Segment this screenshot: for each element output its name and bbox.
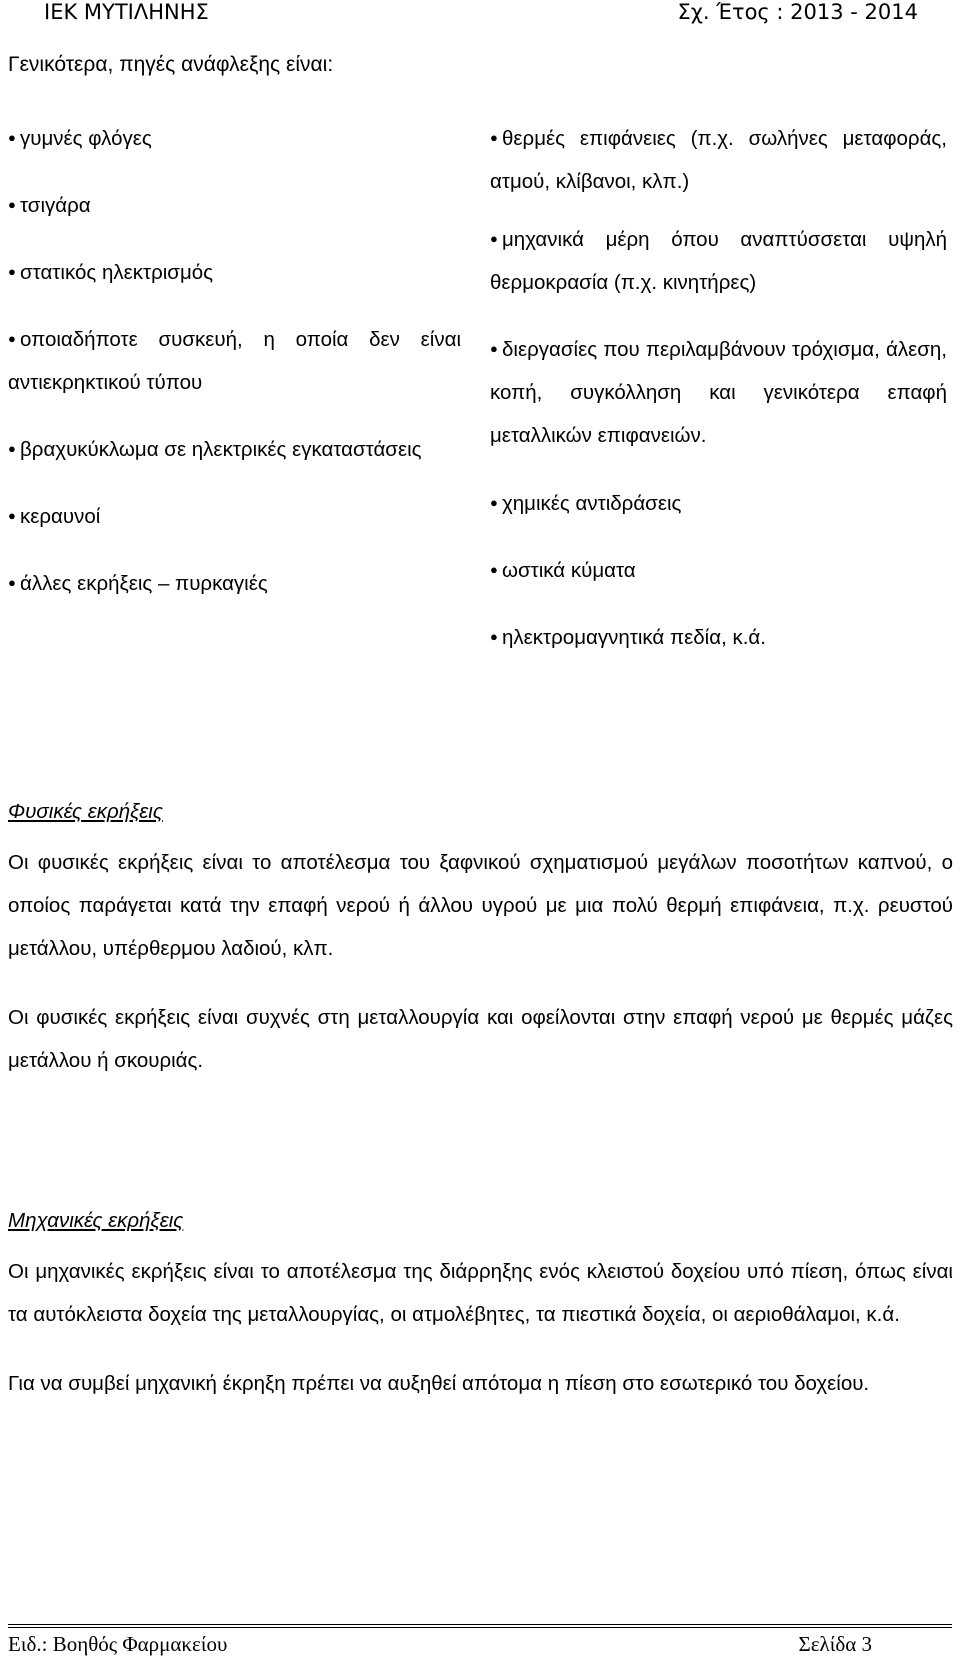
page-header bbox=[32, 0, 918, 30]
section-title: Μηχανικές εκρήξεις bbox=[8, 1209, 184, 1232]
list-item: ● βραχυκύκλωμα σε ηλεκτρικές εγκαταστάσεις bbox=[8, 427, 461, 471]
list-item: ● ηλεκτρομαγνητικά πεδία, κ.ά. bbox=[490, 615, 947, 659]
bullet-icon: ● bbox=[8, 130, 16, 145]
list-item: ● τσιγάρα bbox=[8, 183, 461, 227]
list-item: ● θερμές επιφάνειες (π.χ. σωλήνες μεταφοράς, ατμού, κλίβανοι, κλπ.) bbox=[490, 116, 947, 203]
page-footer bbox=[8, 1632, 952, 1662]
paragraph: Οι φυσικές εκρήξεις είναι συχνές στη μεταλλουργία και οφείλονται στην επαφή νερού με θερμές μάζες μετάλλου ή σκουριάς. bbox=[8, 1006, 953, 1072]
list-item: ● μηχανικά μέρη όπου αναπτύσσεται υψηλή θερμοκρασία (π.χ. κινητήρες) bbox=[490, 217, 947, 304]
list-item: ● ωστικά κύματα bbox=[490, 548, 947, 592]
list-item: ● οποιαδήποτε συσκευή, η οποία δεν είναι αντιεκρηκτικού τύπου bbox=[8, 317, 461, 404]
paragraph: Οι φυσικές εκρήξεις είναι το αποτέλεσμα του ξαφνικού σχηματισμού μεγάλων ποσοτήτων καπνού, ο οποίος παράγεται κατά την επαφή νερού ή άλλου υγρού με μια πολύ θερμή επιφάνεια, π.χ. ρευστού μετάλλου, υπέρθερμου λαδιού, κλπ. bbox=[8, 851, 953, 960]
ignition-sources-left-list bbox=[8, 116, 461, 628]
mechanical-explosions-section bbox=[8, 1208, 953, 1431]
list-item: ● κεραυνοί bbox=[8, 494, 461, 538]
paragraph: Οι μηχανικές εκρήξεις είναι το αποτέλεσμα της διάρρηξης ενός κλειστού δοχείου υπό πίεση, όπως είναι τα αυτόκλειστα δοχεία της μεταλλουργίας, οι ατμολέβητες, τα πιεστικά δοχεία, οι αεριοθάλαμοι, κ.ά. bbox=[8, 1260, 953, 1326]
header-school-year: Σχ. Έτος : 2013 - 2014 bbox=[677, 0, 918, 24]
section-title: Φυσικές εκρήξεις bbox=[8, 800, 163, 823]
bullet-icon: ● bbox=[490, 341, 498, 356]
bullet-icon: ● bbox=[490, 629, 498, 644]
paragraph: Για να συμβεί μηχανική έκρηξη πρέπει να αυξηθεί απότομα η πίεση στο εσωτερικό του δοχείου. bbox=[8, 1372, 870, 1395]
list-item: ● στατικός ηλεκτρισμός bbox=[8, 250, 461, 294]
bullet-icon: ● bbox=[8, 508, 16, 523]
bullet-icon: ● bbox=[490, 562, 498, 577]
physical-explosions-section bbox=[8, 799, 953, 1108]
header-school: ΙΕΚ ΜΥΤΙΛΗΝΗΣ bbox=[44, 0, 209, 24]
bullet-icon: ● bbox=[8, 575, 16, 590]
list-item: ● άλλες εκρήξεις – πυρκαγιές bbox=[8, 561, 461, 605]
bullet-icon: ● bbox=[8, 331, 16, 346]
page-number: Σελίδα 3 bbox=[798, 1632, 872, 1656]
bullet-icon: ● bbox=[490, 231, 498, 246]
list-item: ● γυμνές φλόγες bbox=[8, 116, 461, 160]
bullet-icon: ● bbox=[8, 197, 16, 212]
list-item: ● διεργασίες που περιλαμβάνουν τρόχισμα, άλεση, κοπή, συγκόλληση και γενικότερα επαφή μεταλλικών επιφανειών. bbox=[490, 327, 947, 457]
intro-text: Γενικότερα, πηγές ανάφλεξης είναι: bbox=[8, 53, 334, 76]
bullet-icon: ● bbox=[8, 264, 16, 279]
footer-divider bbox=[8, 1624, 952, 1628]
ignition-sources-right-list bbox=[490, 116, 947, 682]
bullet-icon: ● bbox=[490, 130, 498, 145]
footer-specialty: Ειδ.: Βοηθός Φαρμακείου bbox=[8, 1632, 228, 1656]
list-item: ● χημικές αντιδράσεις bbox=[490, 481, 947, 525]
bullet-icon: ● bbox=[490, 495, 498, 510]
bullet-icon: ● bbox=[8, 441, 16, 456]
